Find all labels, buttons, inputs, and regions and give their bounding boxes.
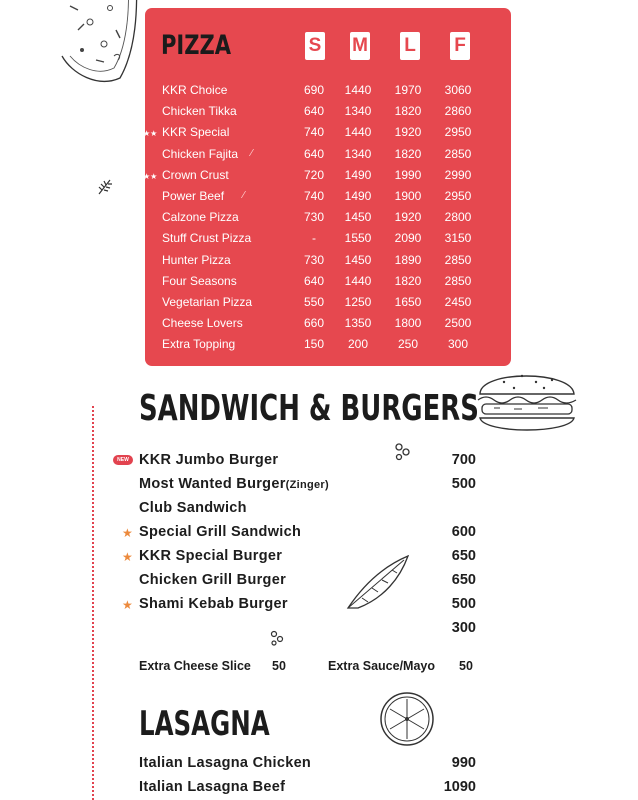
pizza-name: KKR Special [162,125,230,140]
size-large-badge: L [400,32,420,60]
pizza-price: 690 [303,83,325,97]
sandwich-item-name [139,476,329,492]
pizza-price: 2850 [444,252,472,267]
pizza-price: 730 [303,252,325,267]
sandwich-item-price: 700 [451,452,476,468]
extra-sauce-price: 50 [459,659,473,673]
pizza-price: 1820 [394,273,422,288]
pizza-name: Stuff Crust Pizza [162,231,252,246]
pizza-price: 300 [447,337,469,352]
sandwich-item-price: 600 [451,524,476,540]
pizza-price: 2950 [444,189,472,203]
pizza-price: 250 [397,337,419,352]
pizza-price: 1550 [344,231,372,246]
pizza-price: 1900 [394,189,422,203]
pizza-menu-card [145,8,511,366]
pizza-name: Cheese Lovers [162,316,243,331]
pizza-row [145,104,511,125]
pizza-price: 1450 [344,210,372,225]
pizza-price: 660 [303,316,325,331]
pizza-price: 2860 [444,104,472,119]
pizza-price: 1440 [344,83,372,97]
pizza-price: 2500 [444,316,472,331]
pizza-row [145,295,511,316]
pizza-price: 1250 [344,295,372,309]
pizza-row [145,189,511,210]
pizza-name: Crown Crust [162,167,229,182]
pizza-price: 2990 [444,167,472,182]
pizza-name: KKR Choice [162,83,228,97]
star-icon: ★★ [143,129,158,139]
extra-sauce-name: Extra Sauce/Mayo [328,659,435,673]
pizza-name: Chicken Tikka [162,104,237,119]
sandwich-item-label: Chicken Grill Burger [139,572,287,588]
sandwich-item-price: 650 [451,548,476,564]
leaf-icon [344,554,412,612]
pizza-row [145,231,511,252]
pizza-price: 550 [303,295,325,309]
pizza-row [145,147,511,168]
pizza-row [145,274,511,295]
pizza-price: 1650 [394,295,422,309]
pizza-price: 2850 [444,146,472,161]
sandwich-section-title: SANDWICH & BURGERS [139,388,479,429]
pizza-price: 1490 [344,167,372,182]
pizza-price: 2950 [444,125,472,140]
extra-price: 300 [451,620,476,636]
sandwich-item-name [139,572,286,588]
sandwich-item-name [139,500,247,516]
sandwich-item-name [139,596,288,612]
star-icon: ★★ [143,171,158,181]
pizza-sketch-icon [58,0,138,90]
sandwich-item-price: 500 [451,596,476,612]
pizza-price: 640 [303,104,325,119]
pizza-price: 2090 [394,231,422,246]
pizza-row [145,83,511,104]
sandwich-item-price: 500 [451,476,476,492]
pizza-price: 2850 [444,273,472,288]
pizza-row [145,168,511,189]
pizza-price: 1920 [394,210,422,225]
pizza-price: 740 [303,189,325,203]
pizza-price: 1820 [394,146,422,161]
sandwich-item-label: Special Grill Sandwich [139,524,302,540]
sandwich-item-name [139,452,278,468]
lasagna-item-name: Italian Lasagna Chicken [139,755,312,771]
sandwich-item-name [139,548,282,564]
pizza-row [145,210,511,231]
star-icon: ★ [122,598,133,612]
pizza-price: 1450 [344,252,372,267]
sandwich-item-price: 650 [451,572,476,588]
burger-sketch-icon [474,360,580,440]
size-family-inch: 15" [451,56,460,62]
leaf-icon [96,176,116,196]
pizza-price: 1920 [394,125,422,140]
pizza-price: 3150 [444,231,472,246]
pizza-price: 1490 [344,189,372,203]
sandwich-item-label: Shami Kebab Burger [139,596,288,612]
lasagna-item-price: 1090 [443,779,476,795]
pizza-price: - [312,231,316,246]
pizza-name: Four Seasons [162,273,237,288]
new-badge: NEW [113,455,133,465]
lasagna-item-price: 990 [451,755,476,771]
size-medium-badge: M [350,32,370,60]
pizza-price: 640 [303,273,325,288]
sandwich-item-label: Club Sandwich [139,500,247,516]
size-medium-inch: 9" [351,56,357,62]
pizza-price: 200 [347,337,369,352]
pizza-name: Hunter Pizza [162,252,231,267]
pizza-row [145,316,511,337]
pizza-price: 3060 [444,83,472,97]
pizza-price: 1890 [394,252,422,267]
pizza-price: 150 [303,337,325,352]
pizza-price: 1340 [344,146,372,161]
pizza-price: 2450 [444,295,472,309]
pizza-price: 1970 [394,83,422,97]
pizza-price: 1800 [394,316,422,331]
lemon-sketch-icon [378,690,436,748]
chili-icon: ⁄ [251,147,253,159]
sandwich-item-label: KKR Special Burger [139,548,283,564]
pizza-name: Calzone Pizza [162,210,239,225]
pizza-row [145,125,511,146]
extra-cheese-price: 50 [272,659,286,673]
pizza-section-title: PIZZA [161,30,232,61]
pizza-price: 640 [303,146,325,161]
sandwich-item-label: Most Wanted Burger [139,476,286,492]
size-family-badge: F [450,32,470,60]
pizza-row [145,253,511,274]
pizza-price: 2800 [444,210,472,225]
sandwich-item-sub: (Zinger) [285,479,329,491]
pizza-price: 1820 [394,104,422,119]
pizza-name: Extra Topping [162,337,236,352]
pizza-name: Chicken Fajita [162,146,239,161]
pizza-name: Vegetarian Pizza [162,295,253,309]
size-large-inch: 12" [401,56,410,62]
pizza-price: 740 [303,125,325,140]
pizza-price: 730 [303,210,325,225]
sandwich-item-name [139,524,301,540]
pizza-price: 1340 [344,104,372,119]
star-icon: ★ [122,526,133,540]
size-small-badge: S [305,32,325,60]
lasagna-section-title: LASAGNA [139,704,270,744]
pizza-price: 1350 [344,316,372,331]
dotted-divider [92,406,94,800]
pizza-name: Power Beef [162,189,225,203]
size-small-inch: 6" [306,56,312,62]
lasagna-item-name: Italian Lasagna Beef [139,779,286,795]
star-icon: ★ [122,550,133,564]
sandwich-item-label: KKR Jumbo Burger [139,452,279,468]
pizza-price: 1990 [394,167,422,182]
dots-icon [270,630,286,646]
extra-cheese-name: Extra Cheese Slice [139,659,251,673]
pizza-price: 1440 [344,273,372,288]
pizza-price: 1440 [344,125,372,140]
pizza-row [145,337,511,358]
pizza-price: 720 [303,167,325,182]
dots-icon [394,442,412,462]
chili-icon: ⁄ [243,190,245,201]
